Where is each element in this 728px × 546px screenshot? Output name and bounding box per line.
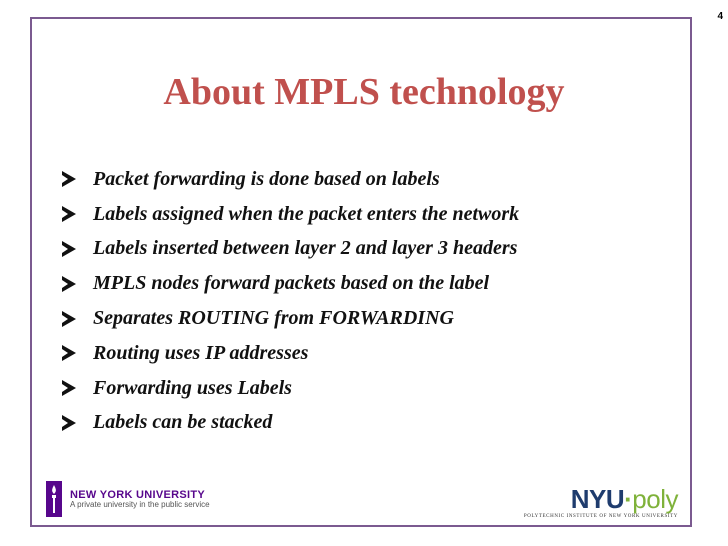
- list-item: [62, 162, 519, 197]
- bullet-list: [62, 162, 519, 440]
- list-item: [62, 301, 519, 336]
- nyu-poly-logo: [524, 486, 678, 519]
- page-number: 4: [717, 11, 723, 22]
- arrow-bullet-icon: [62, 241, 76, 257]
- bullet-text: Labels assigned when the packet enters the network: [93, 202, 520, 225]
- bullet-text: Packet forwarding is done based on labels: [93, 167, 440, 190]
- poly-logo-nyu: NYU: [570, 484, 625, 514]
- list-item: [62, 406, 519, 441]
- torch-icon: [46, 481, 62, 517]
- nyu-name: NEW YORK UNIVERSITY: [70, 489, 206, 501]
- bullet-text: Separates ROUTING from FORWARDING: [93, 307, 454, 330]
- bullet-text: Routing uses IP addresses: [93, 341, 309, 364]
- bullet-text: MPLS nodes forward packets based on the label: [93, 272, 490, 295]
- poly-logo-dot: ·: [624, 484, 633, 514]
- list-item: [62, 266, 519, 301]
- nyu-tagline: A private university in the public service: [70, 500, 210, 510]
- poly-tagline: POLYTECHNIC INSTITUTE OF NEW YORK UNIVERSITY: [523, 514, 678, 519]
- poly-logo-poly: poly: [632, 484, 678, 514]
- arrow-bullet-icon: [62, 415, 76, 431]
- list-item: [62, 371, 519, 406]
- arrow-bullet-icon: [62, 345, 76, 361]
- list-item: [62, 197, 519, 232]
- bullet-text: Labels inserted between layer 2 and layer 3 headers: [93, 237, 518, 260]
- arrow-bullet-icon: [62, 206, 76, 222]
- bullet-text: Forwarding uses Labels: [93, 376, 292, 399]
- arrow-bullet-icon: [62, 311, 76, 327]
- bullet-text: Labels can be stacked: [93, 411, 273, 434]
- nyu-logo: [46, 481, 210, 517]
- slide-title: About MPLS technology: [163, 71, 565, 113]
- arrow-bullet-icon: [62, 171, 76, 187]
- list-item: [62, 336, 519, 371]
- arrow-bullet-icon: [62, 380, 76, 396]
- arrow-bullet-icon: [62, 276, 76, 292]
- list-item: [62, 232, 519, 267]
